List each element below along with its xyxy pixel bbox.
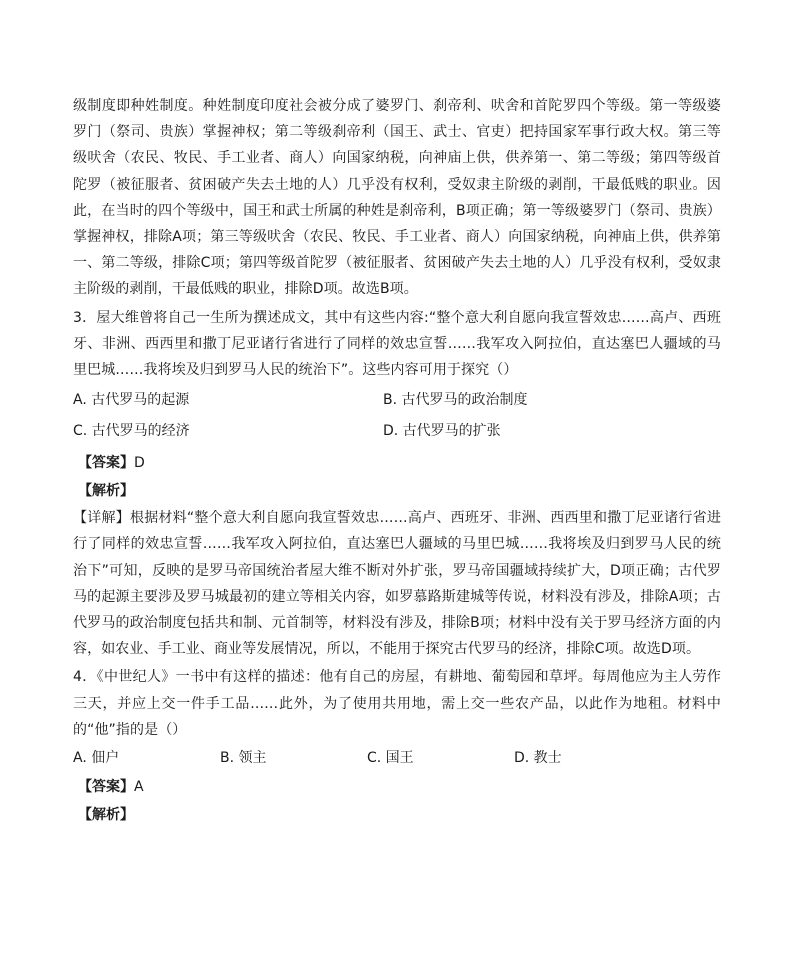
q4-answer-value: A	[134, 779, 144, 796]
q4-option-a: A. 佃户	[73, 750, 120, 767]
q3-analysis	[78, 477, 721, 505]
q2-explanation-continued: 级制度即种姓制度。种姓制度印度社会被分成了婆罗门、刹帝利、吠舍和首陀罗四个等级。第一等级婆罗门（祭司、贵族）掌握神权；第二等级刹帝利（国王、武士、官吏）把持国家军事行政大权。第三等级吠舍（农民、牧民、手工业者、商人）向国家纳税，向神庙上供，供养第一、第二等级；第四等级首陀罗（被征服者、贫困破产失去土地的人）几乎没有权利，受奴隶主阶级的剥削，干最低贱的职业。因此，在当时的四个等级中，国王和武士所属的种姓是刹帝利，B项正确；第一等级婆罗门（祭司、贵族）掌握神权，排除A项；第三等级吠舍（农民、牧民、手工业者、商人）向国家纳税，向神庙上供，供养第一、第二等级，排除C项；第四等级首陀罗（被征服者、贫困破产失去土地的人）几乎没有权利，受奴隶主阶级的剥削，干最低贱的职业，排除D项。故选B项。	[73, 98, 721, 298]
q4-answer-label: 【答案】	[78, 779, 134, 796]
q3-answer-label: 【答案】	[78, 455, 134, 472]
q3-options	[73, 385, 721, 447]
q4-option-d: D. 教士	[514, 750, 562, 767]
q3-answer	[78, 449, 721, 477]
q3-detail: 【详解】根据材料“整个意大利自愿向我宣誓效忠……高卢、西班牙、非洲、西西里和撒丁尼亚诸行省进行了同样的效忠宣誓……我军攻入阿拉伯，直达塞巴人疆域的马里巴城……我将埃及归到罗马人民的统治下”可知，反映的是罗马帝国统治者屋大维不断对外扩张，罗马帝国疆域持续扩大，D项正确；古代罗马的起源主要涉及罗马城最初的建立等相关内容，如罗慕路斯建城等传说，材料没有涉及，排除A项；古代罗马的政治制度包括共和制、元首制等，材料没有涉及，排除B项；材料中没有关于罗马经济方面的内容，如农业、手工业、商业等发展情况，所以，不能用于探究古代罗马的经济，排除C项。故选D项。	[73, 510, 721, 658]
q4-analysis	[78, 801, 721, 829]
q3-option-b: B. 古代罗马的政治制度	[383, 392, 528, 409]
q3-option-d: D. 古代罗马的扩张	[383, 423, 501, 440]
q4-stem: 4．《中世纪人》一书中有这样的描述：他有自己的房屋，有耕地、葡萄园和草坪。每周他应为主人劳作三天，并应上交一件手工品……此外，为了使用共用地，需上交一些农产品，以此作为地租。材料中的“他”指的是（）	[73, 669, 721, 738]
q3-answer-value: D	[134, 455, 145, 472]
q3-option-c: C. 古代罗马的经济	[73, 423, 190, 440]
q4-option-b: B. 领主	[220, 750, 267, 767]
q4-analysis-label: 【解析】	[78, 807, 134, 824]
q3-stem: 3．屋大维曾将自己一生所为撰述成文，其中有这些内容:“整个意大利自愿向我宣誓效忠……高卢、西班牙、非洲、西西里和撒丁尼亚诸行省进行了同样的效忠宣誓……我军攻入阿拉伯，直达塞巴人疆域的马里巴城……我将埃及归到罗马人民的统治下”。这些内容可用于探究（）	[73, 309, 721, 379]
q4-options	[73, 745, 721, 771]
q4-option-c: C. 国王	[367, 750, 414, 767]
q3-option-a: A. 古代罗马的起源	[73, 392, 190, 409]
q3-analysis-label: 【解析】	[78, 483, 134, 500]
page-content	[73, 93, 721, 829]
q4-answer	[78, 773, 721, 801]
